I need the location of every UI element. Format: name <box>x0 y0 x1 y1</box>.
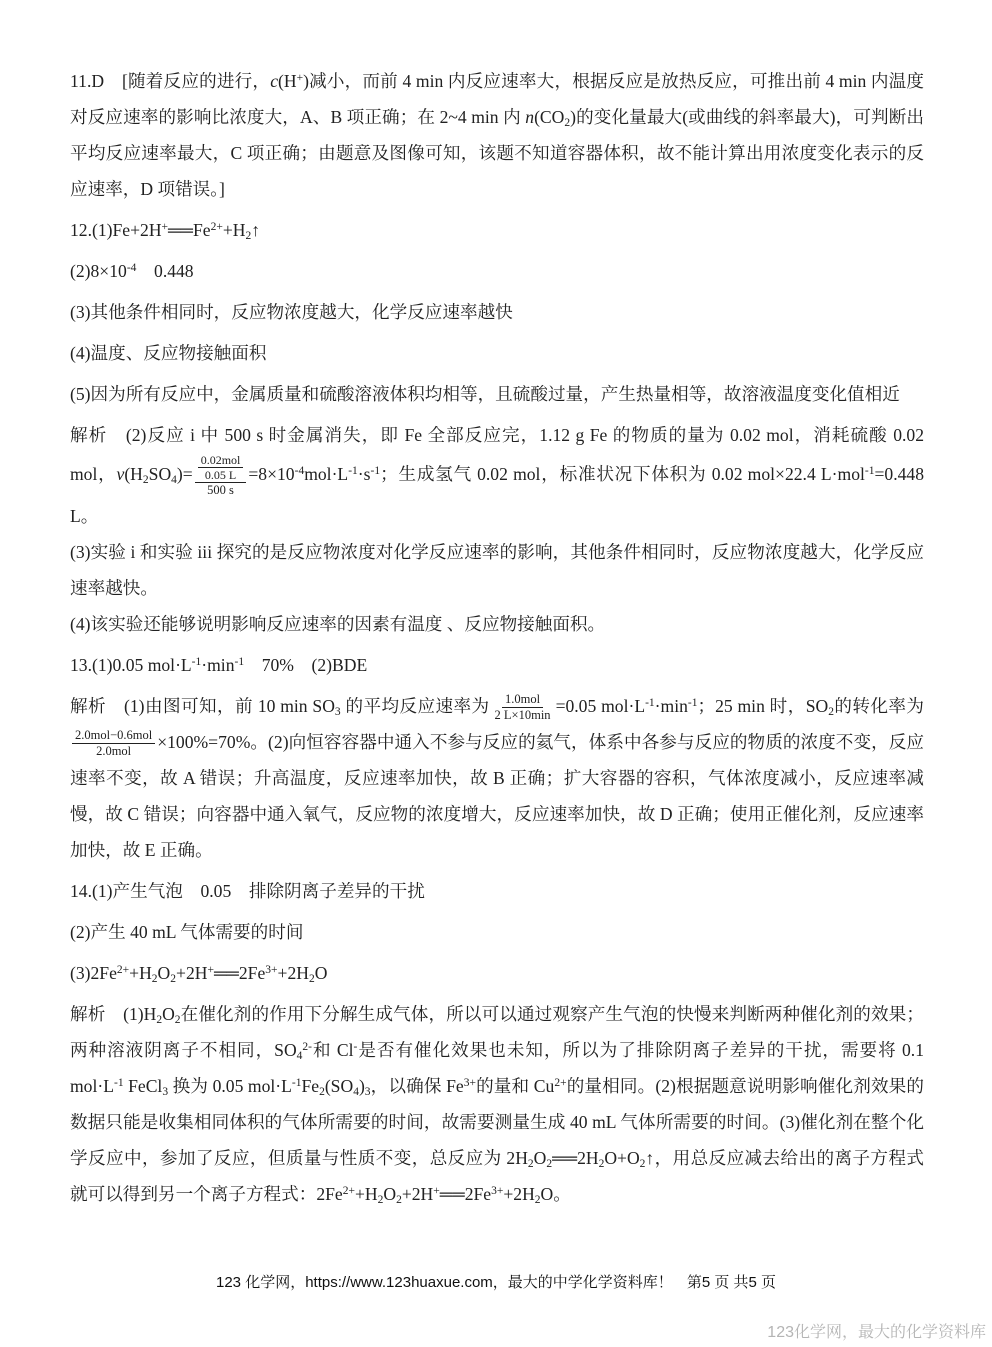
fraction-denominator: 500 s <box>207 483 234 497</box>
answer-12-4: (4)温度、反应物接触面积 <box>70 343 267 363</box>
fraction-denominator: 2 L×10min <box>494 708 551 723</box>
answer-12-1: $12.(1)Fe+2H^+══Fe^{2+}+H_2↑$ <box>70 220 260 242</box>
solution-12-text-pre: 解析 (2)反应 i 中 500 s 时金属消失，即 Fe 全部反应完，1.12 g Fe 的物质的量为 0.02 mol，消耗硫酸 0.02 mol，$v(H_2SO_4)=$ <box>70 425 924 486</box>
answer-14-2: (2)产生 40 mL 气体需要的时间 <box>70 922 304 942</box>
footer-site-text: 123 化学网，https://www.123huaxue.com，最大的中学化学资料库！ <box>216 1274 673 1291</box>
answer-12-2: $(2)8\times 10^{-4}$ 0.448 <box>70 261 194 281</box>
answer-11: 11.D [随着反应的进行，c(H+)减小，而前 4 min 内反应速率大，根据反应是放热反应，可推出前 4 min 内温度对反应速率的影响比浓度大，A、B 项正确；在 2~4 min 内 $n(CO_2)$的变化量最大(或曲线的斜率最大)，可判断出平均反应速率最大，C 项正确；由题意及图像可知，该题不知道容器体积，故不能计算出用浓度变化表示的反应速率，D 项错误。] <box>70 71 925 199</box>
solution-13-text-pre: 解析 (1)由图可知，前 10 $\min SO_3$ 的平均反应速率为 <box>70 696 490 718</box>
answer-12-5: (5)因为所有反应中，金属质量和硫酸溶液体积均相等，且硫酸过量，产生热量相等，故溶液温度变化值相近 <box>70 384 900 404</box>
fraction-numerator: 1.0mol <box>502 692 543 708</box>
solution-12-text-post: $=8\times 10^{-4}mol\cdot L^{-1}\cdot s^{-1}$；生成氢气 0.02 mol，标准状况下体积为 0.02 mol×22.4 L·mol$^{-1}$=0.448 L。 <box>70 463 924 526</box>
fraction <box>492 692 554 723</box>
solution-12-4: (4)该实验还能够说明影响反应速率的因素有温度 、反应物接触面积。 <box>70 614 606 634</box>
answer-12-3: (3)其他条件相同时，反应物浓度越大，化学反应速率越快 <box>70 302 513 322</box>
answer-14-3: $(3)2Fe^{2+}+H_2O_2+2H^+══2Fe^{3+}+2H_2O$ <box>70 963 328 985</box>
solution-14: 解析 $(1)H_2O_2$在催化剂的作用下分解生成气体，所以可以通过观察产生气泡的快慢来判断两种催化剂的效果；两种溶液阴离子不相同，$SO_4^{2-}$和 Cl-是否有催化效果也未知，所以为了排除阴离子差异的干扰，需要将 0.1 $mol\cdot L^{-1}$ FeCl$_3$ 换为 0.05 $mol\cdot L^{-1}Fe_2(SO_4)_3$，以确保 $Fe^{3+}$的量和 $Cu^{2+}$的量相同。(2)根据题意说明影响催化剂效果的数据只能是收集相同体积的气体所需要的时间，故需要测量生成 40 mL 气体所需要的时间。(3)催化剂在整个化学反应中，参加了反应，但质量与性质不变，总反应为 $2H_2O_2══2H_2O+O_2↑$，用总反应减去给出的离子方程式就可以得到另一个离子方程式：$2Fe^{2+}+H_2O_2+2H^+══2Fe^{3+}+2H_2O$。 <box>70 1004 924 1206</box>
answer-14-1: 14.(1)产生气泡 0.05 排除阴离子差异的干扰 <box>70 881 425 901</box>
solution-12 <box>70 417 924 534</box>
watermark-text: 123化学网，最大的化学资料库 <box>767 1324 986 1341</box>
solution-13 <box>70 688 924 868</box>
fraction-denominator: 0.05 L <box>204 468 237 482</box>
fraction-numerator: 0.02mol <box>198 453 244 468</box>
fraction-denominator: 2.0mol <box>96 744 132 759</box>
solution-12-3: (3)实验 i 和实验 iii 探究的是反应物浓度对化学反应速率的影响，其他条件相同时，反应物浓度越大，化学反应速率越快。 <box>70 542 924 598</box>
fraction <box>72 728 155 759</box>
solution-13-text-mid: =0.05 $mol\cdot L^{-1}\cdot\min^{-1}$；25 min 时，$SO_2$的转化率为 <box>555 696 924 718</box>
fraction-numerator: 2.0mol−0.6mol <box>72 728 155 744</box>
page-footer <box>0 1274 992 1292</box>
answer-13: 13.(1)0.05 $mol\cdot L^{-1}\cdot\min^{-1}$ 70% (2)BDE <box>70 655 368 675</box>
fraction-nested <box>195 453 247 498</box>
answer-sheet-content <box>70 58 924 1212</box>
solution-13-text-post: ×100%=70%。(2)向恒容容器中通入不参与反应的氦气，体系中各参与反应的物质的浓度不变，反应速率不变，故 A 错误；升高温度，反应速率加快，故 B 正确；扩大容器的容积，气体浓度减小，反应速率减慢，故 C 错误；向容器中通入氧气，反应物的浓度增大，反应速率加快，故 D 正确；使用正催化剂，反应速率加快，故 E 正确。 <box>70 732 924 860</box>
footer-page-number: 第5 页 共5 页 <box>686 1274 776 1291</box>
